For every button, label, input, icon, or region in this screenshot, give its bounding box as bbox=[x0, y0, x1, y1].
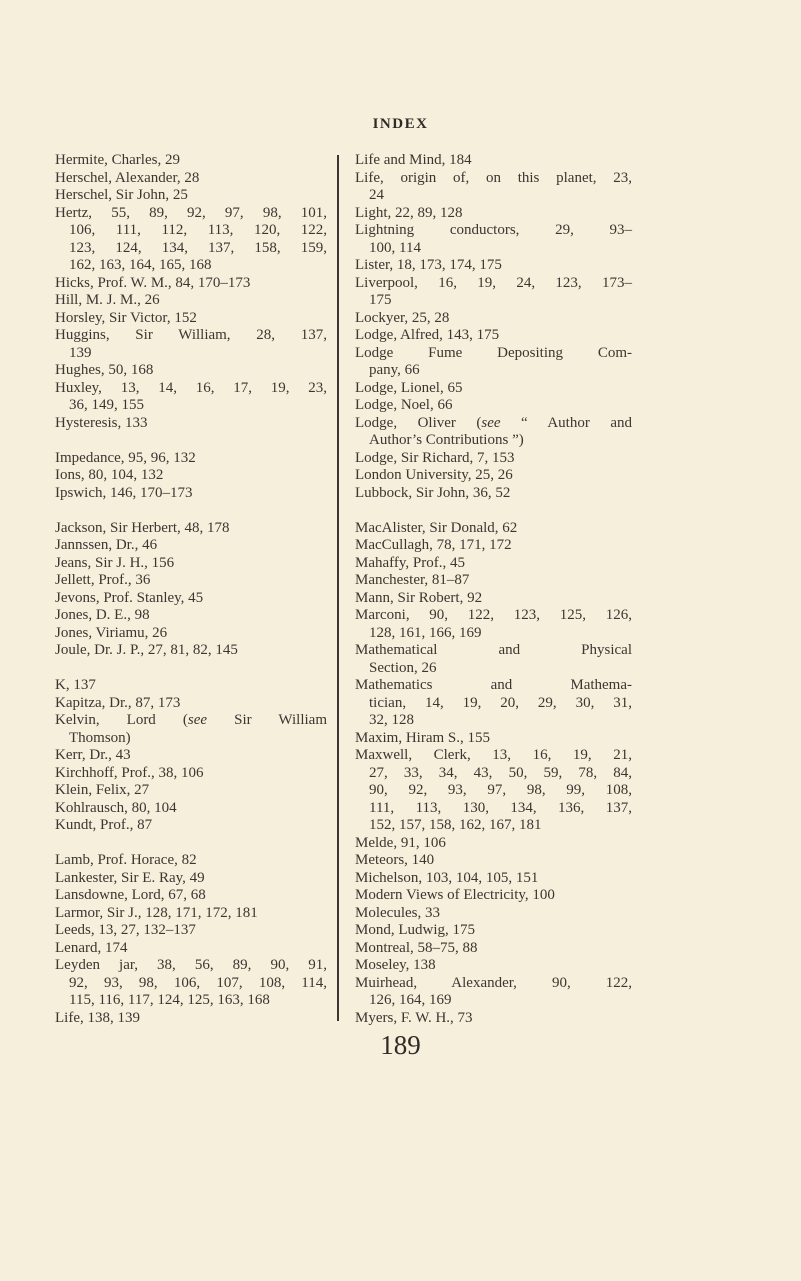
entry-heading-line: Jellett, Prof., 36 bbox=[55, 572, 151, 588]
index-entry bbox=[355, 275, 632, 310]
entry-heading-line: Light, 22, 89, 128 bbox=[355, 204, 463, 221]
index-entry bbox=[55, 800, 327, 818]
entry-heading-line: Lenard, 174 bbox=[55, 939, 128, 956]
index-entry bbox=[55, 380, 327, 415]
entry-continuation-line: 111, 113, 130, 134, 136, 137, bbox=[369, 799, 632, 816]
entry-heading-line: Mathematics and Mathema- bbox=[355, 677, 632, 693]
index-entry bbox=[55, 310, 327, 328]
text-segment: “ Author and bbox=[500, 414, 632, 431]
entry-continuation-line: 115, 116, 117, 124, 125, 163, 168 bbox=[69, 992, 270, 1008]
entry-heading-line: Horsley, Sir Victor, 152 bbox=[55, 309, 197, 326]
index-entry bbox=[55, 152, 327, 170]
entry-heading-line: Jones, D. E., 98 bbox=[55, 607, 150, 623]
entry-continuation-line: 175 bbox=[369, 292, 392, 308]
index-entry bbox=[355, 905, 632, 923]
index-entry bbox=[55, 292, 327, 310]
entry-heading-line: Lodge, Noel, 66 bbox=[355, 397, 453, 413]
index-entry bbox=[55, 642, 327, 660]
entry-heading-line: Modern Views of Electricity, 100 bbox=[355, 887, 555, 903]
index-entry bbox=[55, 187, 327, 205]
index-entry bbox=[55, 817, 327, 835]
index-entry bbox=[55, 485, 327, 503]
index-entry bbox=[55, 747, 327, 765]
entry-heading-line: Melde, 91, 106 bbox=[355, 834, 446, 851]
entry-heading-line: Impedance, 95, 96, 132 bbox=[55, 449, 196, 466]
entry-heading-line: Lodge, Alfred, 143, 175 bbox=[355, 327, 500, 343]
entry-heading-line: Meteors, 140 bbox=[355, 852, 435, 868]
entry-continuation-line: Author’s Contributions ”) bbox=[369, 432, 524, 448]
index-entry bbox=[55, 870, 327, 888]
entry-heading-line: Maxwell, Clerk, 13, 16, 19, 21, bbox=[355, 747, 632, 763]
entry-heading-line: Kerr, Dr., 43 bbox=[55, 747, 131, 763]
index-entry bbox=[355, 450, 632, 468]
index-entry bbox=[355, 957, 632, 975]
entry-continuation-line: 128, 161, 166, 169 bbox=[369, 624, 482, 641]
index-entry bbox=[55, 607, 327, 625]
entry-continuation-line: tician, 14, 19, 20, 29, 30, 31, bbox=[369, 694, 632, 711]
index-entry bbox=[55, 450, 327, 468]
index-entry bbox=[355, 397, 632, 415]
entry-heading-line: Lubbock, Sir John, 36, 52 bbox=[355, 484, 511, 501]
index-entry bbox=[355, 642, 632, 677]
index-entry bbox=[55, 940, 327, 958]
entry-heading-line: Liverpool, 16, 19, 24, 123, 173– bbox=[355, 274, 632, 291]
index-entry bbox=[55, 625, 327, 643]
entry-heading-line: Hicks, Prof. W. M., 84, 170–173 bbox=[55, 274, 251, 291]
index-entry bbox=[55, 170, 327, 188]
entry-continuation-line: 36, 149, 155 bbox=[69, 397, 144, 413]
entry-heading-line: MacCullagh, 78, 171, 172 bbox=[355, 537, 512, 553]
entry-heading-line: Hill, M. J. M., 26 bbox=[55, 292, 160, 308]
index-entry bbox=[355, 555, 632, 573]
index-entry bbox=[55, 695, 327, 713]
entry-heading-line: Life and Mind, 184 bbox=[355, 152, 472, 168]
italic-text: see bbox=[187, 712, 208, 728]
entry-heading-line: Life, 138, 139 bbox=[55, 1009, 140, 1026]
text-segment: Kelvin, Lord ( bbox=[55, 712, 188, 728]
index-entry bbox=[355, 222, 632, 257]
index-entry bbox=[55, 520, 327, 538]
section-gap bbox=[55, 660, 327, 678]
entry-heading-line: Ipswich, 146, 170–173 bbox=[55, 484, 193, 501]
index-entry bbox=[355, 975, 632, 1010]
index-entry bbox=[355, 327, 632, 345]
text-segment: Lodge, Oliver ( bbox=[355, 414, 482, 431]
entry-heading-line: Jones, Viriamu, 26 bbox=[55, 624, 168, 641]
page-title: INDEX bbox=[372, 116, 429, 132]
index-entry bbox=[55, 712, 327, 747]
index-entry bbox=[55, 590, 327, 608]
entry-heading-line: Lankester, Sir E. Ray, 49 bbox=[55, 869, 205, 886]
entry-continuation-line: 152, 157, 158, 162, 167, 181 bbox=[369, 817, 542, 833]
entry-heading-line: Manchester, 81–87 bbox=[355, 572, 470, 588]
index-entry bbox=[355, 170, 632, 205]
index-entry bbox=[55, 415, 327, 433]
entry-heading-line: Molecules, 33 bbox=[355, 904, 440, 921]
index-entry bbox=[355, 852, 632, 870]
section-gap bbox=[355, 502, 632, 520]
entry-continuation-line: Thomson) bbox=[69, 729, 131, 746]
section-gap bbox=[55, 432, 327, 450]
italic-text: see bbox=[481, 414, 501, 431]
index-entry bbox=[55, 957, 327, 1010]
entry-heading-line: Herschel, Alexander, 28 bbox=[55, 169, 200, 186]
entry-continuation-line: 126, 164, 169 bbox=[369, 992, 452, 1008]
entry-heading-line: Marconi, 90, 122, 123, 125, 126, bbox=[355, 607, 632, 623]
entry-continuation-line: 139 bbox=[69, 344, 92, 361]
entry-heading-line: Klein, Felix, 27 bbox=[55, 782, 150, 798]
entry-heading-line: Jannssen, Dr., 46 bbox=[55, 537, 158, 553]
index-entry bbox=[355, 730, 632, 748]
entry-heading-line: Moseley, 138 bbox=[355, 957, 436, 973]
entry-heading-line: Hysteresis, 133 bbox=[55, 414, 148, 431]
index-entry bbox=[55, 205, 327, 275]
index-entry bbox=[355, 520, 632, 538]
index-entry bbox=[55, 887, 327, 905]
index-entry bbox=[55, 852, 327, 870]
entry-heading-line: Hughes, 50, 168 bbox=[55, 362, 154, 378]
index-column-right bbox=[355, 152, 632, 1027]
entry-heading-line: Hermite, Charles, 29 bbox=[55, 152, 180, 168]
entry-heading-line: Muirhead, Alexander, 90, 122, bbox=[355, 974, 632, 991]
section-gap bbox=[55, 835, 327, 853]
index-entry bbox=[355, 677, 632, 730]
entry-heading-line: Mann, Sir Robert, 92 bbox=[355, 589, 483, 606]
index-entry bbox=[55, 765, 327, 783]
entry-continuation-line: 90, 92, 93, 97, 98, 99, 108, bbox=[369, 782, 632, 798]
entry-heading-line: Jeans, Sir J. H., 156 bbox=[55, 554, 175, 571]
entry-heading-line: Mond, Ludwig, 175 bbox=[355, 922, 475, 938]
entry-heading-line: Kirchhoff, Prof., 38, 106 bbox=[55, 764, 204, 781]
column-divider bbox=[337, 155, 339, 1021]
entry-heading-line: Lansdowne, Lord, 67, 68 bbox=[55, 887, 206, 903]
index-entry bbox=[55, 922, 327, 940]
entry-heading-line: Lamb, Prof. Horace, 82 bbox=[55, 852, 197, 868]
entry-heading-line: Life, origin of, on this planet, 23, bbox=[355, 169, 632, 186]
index-entry bbox=[55, 467, 327, 485]
entry-heading-line: Michelson, 103, 104, 105, 151 bbox=[355, 869, 539, 886]
entry-continuation-line: 162, 163, 164, 165, 168 bbox=[69, 257, 212, 273]
index-entry bbox=[55, 572, 327, 590]
index-entry bbox=[355, 887, 632, 905]
entry-heading-line: London University, 25, 26 bbox=[355, 467, 513, 483]
index-entry bbox=[55, 275, 327, 293]
index-entry bbox=[355, 590, 632, 608]
entry-heading-line: Myers, F. W. H., 73 bbox=[355, 1009, 473, 1026]
page-number: 189 bbox=[380, 1030, 421, 1060]
index-entry bbox=[355, 572, 632, 590]
entry-heading-line: Lodge, Sir Richard, 7, 153 bbox=[355, 449, 515, 466]
index-column-left bbox=[55, 152, 327, 1027]
entry-heading-line: Joule, Dr. J. P., 27, 81, 82, 145 bbox=[55, 642, 238, 658]
index-entry bbox=[355, 835, 632, 853]
entry-continuation-line: pany, 66 bbox=[369, 362, 420, 378]
index-entry bbox=[355, 607, 632, 642]
entry-heading-line: Mahaffy, Prof., 45 bbox=[355, 554, 465, 571]
index-entry bbox=[355, 537, 632, 555]
index-entry bbox=[355, 310, 632, 328]
entry-continuation-line: Section, 26 bbox=[369, 659, 437, 676]
index-entry bbox=[355, 152, 632, 170]
index-entry bbox=[55, 537, 327, 555]
entry-continuation-line: 27, 33, 34, 43, 50, 59, 78, 84, bbox=[369, 764, 632, 781]
index-entry bbox=[355, 922, 632, 940]
index-entry bbox=[355, 345, 632, 380]
index-entry bbox=[55, 362, 327, 380]
entry-heading-line: Lodge, Lionel, 65 bbox=[355, 379, 463, 396]
index-entry bbox=[355, 467, 632, 485]
entry-heading-line: Montreal, 58–75, 88 bbox=[355, 939, 478, 956]
entry-heading-line: K, 137 bbox=[55, 677, 96, 693]
entry-heading-line: Hertz, 55, 89, 92, 97, 98, 101, bbox=[55, 204, 327, 221]
index-entry bbox=[55, 327, 327, 362]
entry-continuation-line: 24 bbox=[369, 187, 384, 203]
entry-heading-line: Lister, 18, 173, 174, 175 bbox=[355, 257, 502, 273]
index-entry bbox=[355, 747, 632, 835]
index-entry bbox=[355, 380, 632, 398]
index-entry bbox=[355, 415, 632, 450]
index-entry bbox=[355, 485, 632, 503]
entry-heading-line: Huggins, Sir William, 28, 137, bbox=[55, 327, 327, 343]
index-entry bbox=[355, 940, 632, 958]
entry-heading-line: MacAlister, Sir Donald, 62 bbox=[355, 519, 518, 536]
text-segment: Sir William bbox=[207, 712, 327, 728]
entry-heading-line: Kohlrausch, 80, 104 bbox=[55, 799, 177, 816]
entry-heading-line: Mathematical and Physical bbox=[355, 642, 632, 658]
entry-heading-line: Jevons, Prof. Stanley, 45 bbox=[55, 589, 204, 606]
entry-continuation-line: 100, 114 bbox=[369, 239, 421, 256]
entry-heading-line: Huxley, 13, 14, 16, 17, 19, 23, bbox=[55, 379, 327, 396]
entry-heading-line: Leeds, 13, 27, 132–137 bbox=[55, 922, 196, 938]
entry-heading-line: Lockyer, 25, 28 bbox=[355, 309, 450, 326]
entry-continuation-line: 123, 124, 134, 137, 158, 159, bbox=[69, 239, 327, 256]
index-entry bbox=[55, 555, 327, 573]
entry-heading-line: Jackson, Sir Herbert, 48, 178 bbox=[55, 519, 230, 536]
index-entry bbox=[355, 205, 632, 223]
index-entry bbox=[355, 1010, 632, 1028]
entry-heading-line: Larmor, Sir J., 128, 171, 172, 181 bbox=[55, 904, 258, 921]
entry-continuation-line: 92, 93, 98, 106, 107, 108, 114, bbox=[69, 974, 327, 991]
entry-continuation-line: 106, 111, 112, 113, 120, 122, bbox=[69, 222, 327, 238]
index-entry bbox=[355, 870, 632, 888]
entry-heading-line: Maxim, Hiram S., 155 bbox=[355, 729, 490, 746]
index-entry bbox=[55, 782, 327, 800]
index-entry bbox=[55, 677, 327, 695]
entry-heading-line: Kapitza, Dr., 87, 173 bbox=[55, 694, 181, 711]
entry-heading-line: Herschel, Sir John, 25 bbox=[55, 187, 188, 203]
section-gap bbox=[55, 502, 327, 520]
entry-heading-line bbox=[355, 415, 632, 433]
index-entry bbox=[55, 1010, 327, 1028]
entry-heading-line bbox=[55, 712, 327, 730]
index-entry bbox=[55, 905, 327, 923]
index-entry bbox=[355, 257, 632, 275]
entry-heading-line: Lodge Fume Depositing Com- bbox=[355, 344, 632, 361]
entry-continuation-line: 32, 128 bbox=[369, 712, 414, 728]
entry-heading-line: Lightning conductors, 29, 93– bbox=[355, 222, 632, 238]
entry-heading-line: Leyden jar, 38, 56, 89, 90, 91, bbox=[55, 957, 327, 973]
entry-heading-line: Kundt, Prof., 87 bbox=[55, 817, 153, 833]
entry-heading-line: Ions, 80, 104, 132 bbox=[55, 467, 164, 483]
